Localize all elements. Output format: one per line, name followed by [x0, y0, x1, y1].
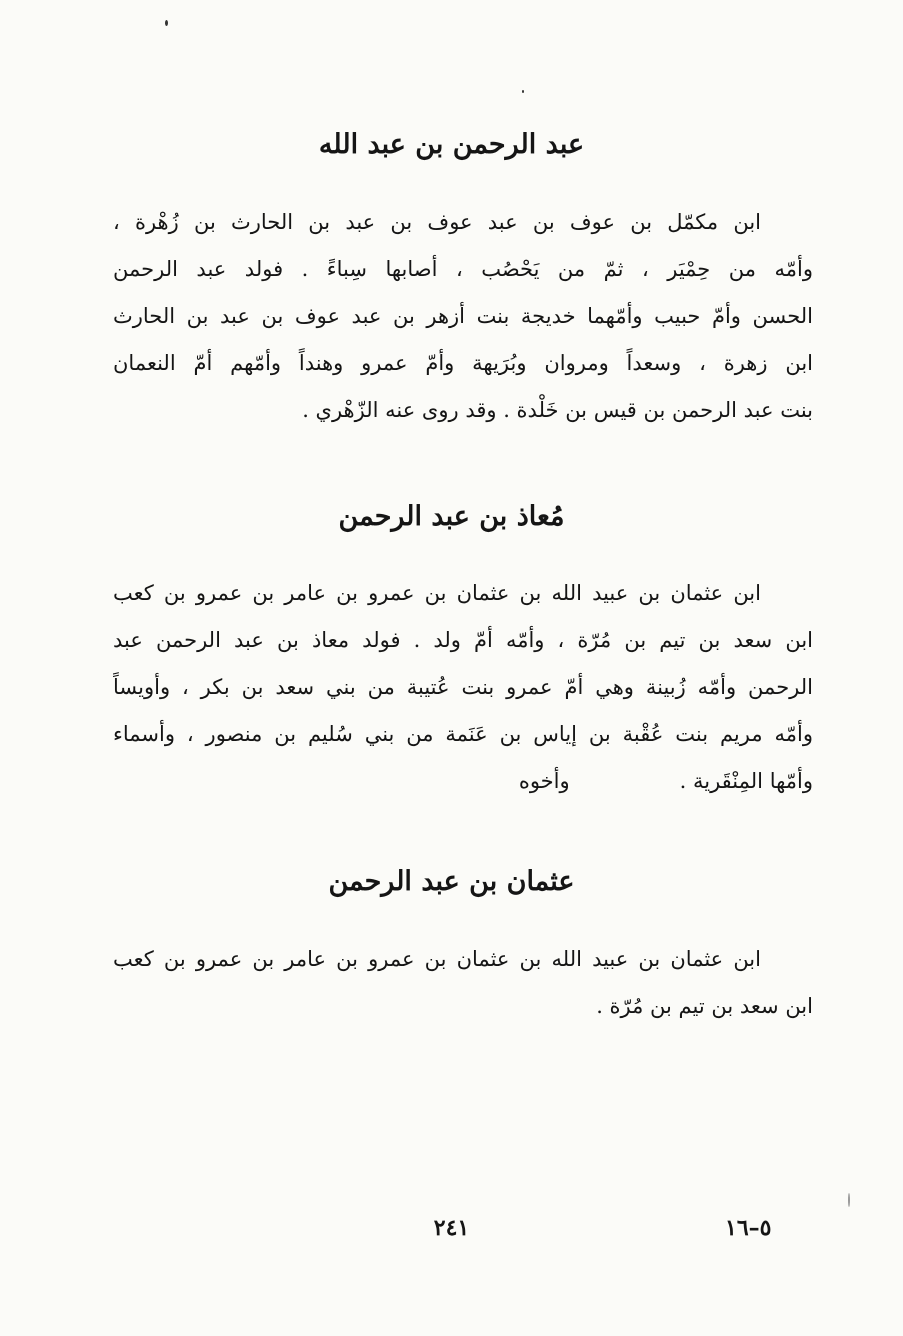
line-segment: وأمّها المِنْقَرية .: [679, 769, 813, 793]
text-line: ابن عثمان بن عبيد الله بن عثمان بن عمرو بن عامر بن عمرو بن كعب: [113, 947, 761, 971]
signature-mark: ٥–١٦: [725, 1215, 772, 1241]
section-title: مُعاذ بن عبد الرحمن: [338, 501, 565, 532]
text-line: ابن مكمّل بن عوف بن عبد عوف بن عبد بن الحارث بن زُهْرة ،: [113, 210, 761, 234]
text-line: الحسن وأمّ حبيب وأمّهما خديجة بنت أزهر بن عبد عوف بن عبد بن الحارث: [113, 304, 813, 328]
trailing-phrase: وأخوه: [518, 769, 570, 793]
text-line: ابن عثمان بن عبيد الله بن عثمان بن عمرو بن عامر بن عمرو بن كعب: [113, 581, 761, 605]
section-title: عبد الرحمن بن عبد الله: [318, 129, 585, 160]
text-line: ابن سعد بن تيم بن مُرّة .: [596, 994, 813, 1018]
text-line: [113, 758, 813, 805]
text-line: ابن زهرة ، وسعداً ومروان وبُرَيهة وأمّ عمرو وهنداً وأمّهم أمّ النعمان: [113, 351, 813, 375]
section-paragraph: [113, 936, 813, 1030]
page-number: ٢٤١: [433, 1215, 470, 1241]
section-paragraph: [113, 570, 813, 805]
section-title: عثمان بن عبد الرحمن: [328, 866, 575, 897]
text-line: ابن سعد بن تيم بن مُرّة ، وأمّه أمّ ولد . فولد معاذ بن عبد الرحمن عبد: [113, 628, 813, 652]
scan-speck: [522, 90, 524, 93]
text-line: وأمّه مريم بنت عُقْبة بن إياس بن عَنَمة من بني سُليم بن منصور ، وأسماء: [113, 722, 813, 746]
text-line: الرحمن وأمّه زُبينة وهي أمّ عمرو بنت عُتيبة من بني سعد بن بكر ، وأويساً: [113, 675, 813, 699]
scan-speck: [848, 1193, 850, 1207]
text-line: وأمّه من حِمْيَر ، ثمّ من يَحْصُب ، أصابها سِباءً . فولد عبد الرحمن: [113, 257, 813, 281]
scan-speck: [165, 20, 168, 26]
text-line: بنت عبد الرحمن بن قيس بن خَلْدة . وقد روى عنه الزّهْري .: [302, 398, 813, 422]
section-paragraph: [113, 199, 813, 434]
